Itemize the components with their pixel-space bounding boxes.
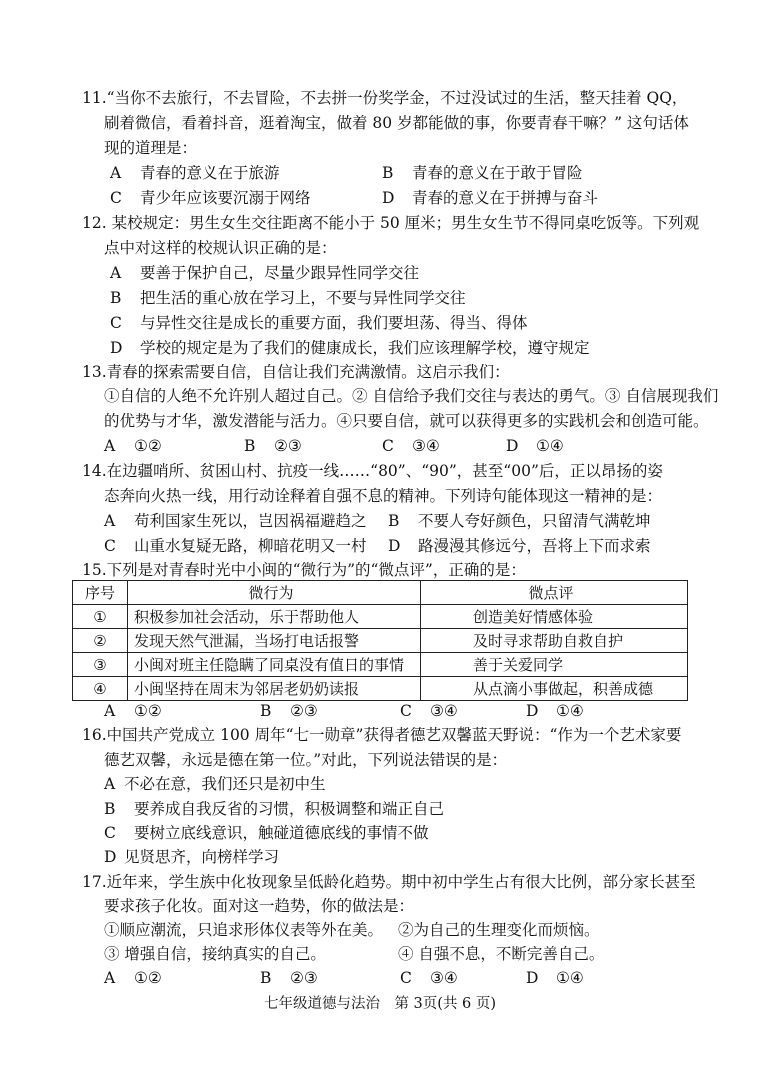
- q16-option-c: C 要树立底线意识，触碰道德底线的事情不做: [104, 824, 429, 842]
- table-cell: ③: [73, 653, 128, 677]
- q15-option-d: D ①④: [526, 702, 584, 720]
- q11-option-b: B 青春的意义在于敢于冒险: [382, 164, 583, 182]
- q16-option-d: D 见贤思齐，向榜样学习: [104, 848, 280, 866]
- q14-option-d: D 路漫漫其修远兮，吾将上下而求索: [388, 537, 651, 555]
- q13-stem-line-2: ①自信的人绝不允许别人超过自己。② 自信给予我们交往与表达的勇气。③ 自信展现我们: [104, 387, 719, 405]
- q13-option-d: D ①④: [506, 437, 564, 455]
- table-cell: 小闽对班主任隐瞒了同桌没有值日的事情: [128, 653, 421, 677]
- q17-statement-2: ②为自己的生理变化而烦恼。: [398, 921, 600, 939]
- table-row: [73, 653, 688, 677]
- table-cell: 发现天然气泄漏，当场打电话报警: [128, 629, 421, 653]
- q14-option-a: A 苟利国家生死以，岂因祸福避趋之: [104, 512, 367, 530]
- q12-option-a: A 要善于保护自己，尽量少跟异性同学交往: [110, 264, 420, 282]
- q17-option-c: C ③④: [400, 969, 458, 987]
- q11-stem-line-2: 刷着微信，看着抖音，逛着淘宝，做着 80 岁都能做的事，你要青春干嘛？” 这句话体: [104, 114, 689, 132]
- q17-statement-4: ④ 自强不息，不断完善自己。: [398, 945, 605, 963]
- table-cell: 善于关爱同学: [421, 653, 688, 677]
- q16-option-a: A 不必在意，我们还只是初中生: [104, 775, 326, 793]
- q17-option-a: A ①②: [104, 969, 162, 987]
- q14-option-c: C 山重水复疑无路，柳暗花明又一村: [104, 537, 367, 555]
- q13-stem-line-1: 13.青春的探索需要自信，自信让我们充满激情。这启示我们：: [82, 363, 510, 381]
- q17-stem-line-2: 要求孩子化妆。面对这一趋势，你的做法是：: [104, 897, 415, 915]
- q17-option-d: D ①④: [526, 969, 584, 987]
- q12-option-d: D 学校的规定是为了我们的健康成长，我们应该理解学校，遵守规定: [110, 339, 590, 357]
- q16-stem-line-1: 16.中国共产党成立 100 周年“七一勋章”获得者德艺双馨蓝天野说：“作为一个艺术家要: [82, 726, 682, 744]
- q13-option-a: A ①②: [104, 437, 162, 455]
- q11-stem-line-1: 11.“当你不去旅行，不去冒险，不去拼一份奖学金，不过没试过的生活，整天挂着 QQ，: [82, 89, 688, 107]
- q11-option-d: D 青春的意义在于拼搏与奋斗: [382, 189, 599, 207]
- q13-option-c: C ③④: [382, 437, 440, 455]
- table-header-cell: 微点评: [421, 581, 688, 605]
- q17-stem-line-1: 17.近年来，学生族中化妆现象呈低龄化趋势。期中初中学生占有很大比例，部分家长甚至: [82, 873, 696, 891]
- q16-option-b: B 要养成自我反省的习惯，积极调整和端正自己: [104, 800, 445, 818]
- table-cell: 及时寻求帮助自救自护: [421, 629, 688, 653]
- q14-stem-line-2: 态奔向火热一线，用行动诠释着自强不息的精神。下列诗句能体现这一精神的是：: [104, 487, 663, 505]
- q12-option-b: B 把生活的重心放在学习上，不要与异性同学交往: [110, 289, 466, 307]
- q17-option-b: B ②③: [260, 969, 318, 987]
- table-cell: ①: [73, 605, 128, 629]
- q15-option-c: C ③④: [400, 702, 458, 720]
- table-cell: ④: [73, 677, 128, 701]
- q11-option-a: A 青春的意义在于旅游: [110, 164, 280, 182]
- q16-stem-line-2: 德艺双馨，永远是德在第一位。”对此，下列说法错误的是：: [104, 751, 508, 769]
- table-row: [73, 677, 688, 701]
- table-cell: 创造美好情感体验: [421, 605, 688, 629]
- q12-stem-line-1: 12. 某校规定：男生女生交往距离不能小于 50 厘米；男生女生节不得同桌吃饭等。下列观: [82, 214, 700, 232]
- q11-stem-line-3: 现的道理是：: [104, 139, 198, 157]
- table-cell: 从点滴小事做起，积善成德: [421, 677, 688, 701]
- table-header-cell: 微行为: [128, 581, 421, 605]
- q15-stem-line-1: 15.下列是对青春时光中小闽的“微行为”的“微点评”，正确的是：: [82, 561, 526, 579]
- q17-statement-1: ①顺应潮流，只追求形体仪表等外在美。: [104, 921, 384, 939]
- table-cell: ②: [73, 629, 128, 653]
- q11-option-c: C 青少年应该要沉溺于网络: [110, 189, 311, 207]
- table-header-cell: 序号: [73, 581, 128, 605]
- table-cell: 积极参加社会活动，乐于帮助他人: [128, 605, 421, 629]
- q13-stem-line-3: 的优势与才华，激发潜能与活力。④只要自信，就可以获得更多的实践机会和创造可能。: [104, 412, 709, 430]
- q13-option-b: B ②③: [244, 437, 302, 455]
- q15-option-b: B ②③: [260, 702, 318, 720]
- table-row: [73, 605, 688, 629]
- q17-statement-3: ③ 增强自信，接纳真实的自己。: [104, 945, 326, 963]
- table-row: [73, 629, 688, 653]
- q14-stem-line-1: 14.在边疆哨所、贫困山村、抗疫一线……“80”、“90”，甚至“00”后，正以昂扬的姿: [82, 462, 663, 480]
- q12-stem-line-2: 点中对这样的校规认识正确的是：: [104, 239, 337, 257]
- page-footer: 七年级道德与法治 第 3页(共 6 页): [263, 996, 497, 1012]
- q15-table: [72, 580, 688, 701]
- q12-option-c: C 与异性交往是成长的重要方面，我们要坦荡、得当、得体: [110, 314, 528, 332]
- table-header-row: [73, 581, 688, 605]
- q15-option-a: A ①②: [104, 702, 162, 720]
- table-cell: 小闽坚持在周末为邻居老奶奶读报: [128, 677, 421, 701]
- q14-option-b: B 不要人夸好颜色，只留清气满乾坤: [388, 512, 651, 530]
